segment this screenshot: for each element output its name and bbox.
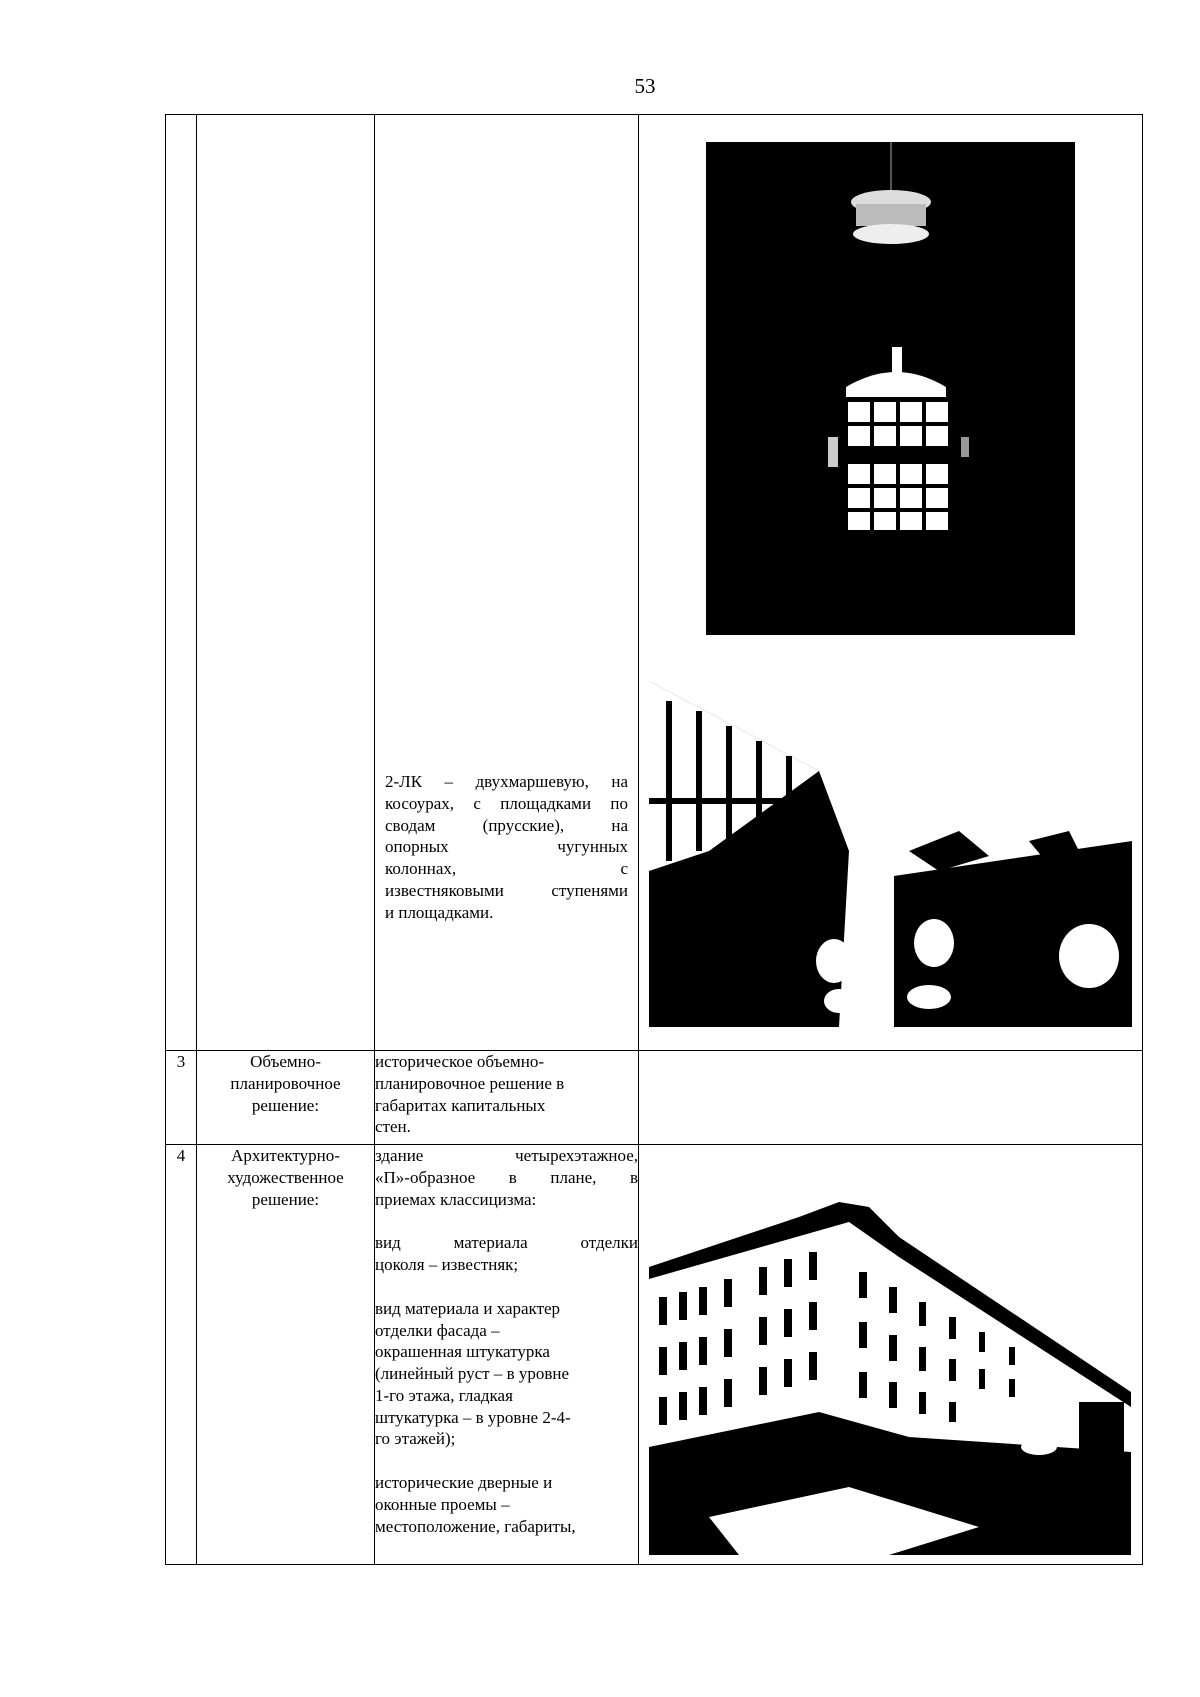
page-number: 53 — [634, 74, 656, 98]
table-row — [166, 1145, 1143, 1565]
description-paragraph: вид материала отделки цоколя – известняк; — [375, 1233, 638, 1274]
row-number — [166, 115, 197, 1051]
row-name: Объемно- планировочное решение: — [197, 1051, 375, 1145]
monument-description-table — [165, 114, 1143, 1565]
row-description — [375, 115, 639, 1051]
row-name — [197, 115, 375, 1051]
table-row — [166, 1051, 1143, 1145]
row-number: 4 — [166, 1145, 197, 1565]
row-description — [375, 1145, 639, 1565]
row-photos — [639, 1051, 1143, 1145]
stair-flight-photo — [649, 681, 1132, 1027]
description-paragraph: вид материала и характер отделки фасада – окрашенная штукатурка (линейный руст – в уровне 1-го этажа, гладкая штукатурка – в уровне 2-4- го этажей); — [375, 1298, 571, 1449]
table-row — [166, 115, 1143, 1051]
row-photos — [639, 1145, 1143, 1565]
row-name: Архитектурно- художественное решение: — [197, 1145, 375, 1565]
staircase-description: 2-ЛК – двухмаршевую, на косоурах, с площадками по сводам (прусские), на опорных чугунных колоннах, с известняковыми ступенями и площадками. — [385, 772, 628, 922]
building-facade-photo — [649, 1197, 1131, 1555]
row-number: 3 — [166, 1051, 197, 1145]
description-paragraph: здание четырехэтажное, «П»-образное в плане, в приемах классицизма: — [375, 1146, 638, 1209]
staircase-window-photo — [706, 142, 1075, 635]
row-description: историческое объемно- планировочное решение в габаритах капитальных стен. — [375, 1051, 639, 1145]
description-paragraph: исторические дверные и оконные проемы – местоположение, габариты, — [375, 1473, 576, 1536]
row-photos — [639, 115, 1143, 1051]
